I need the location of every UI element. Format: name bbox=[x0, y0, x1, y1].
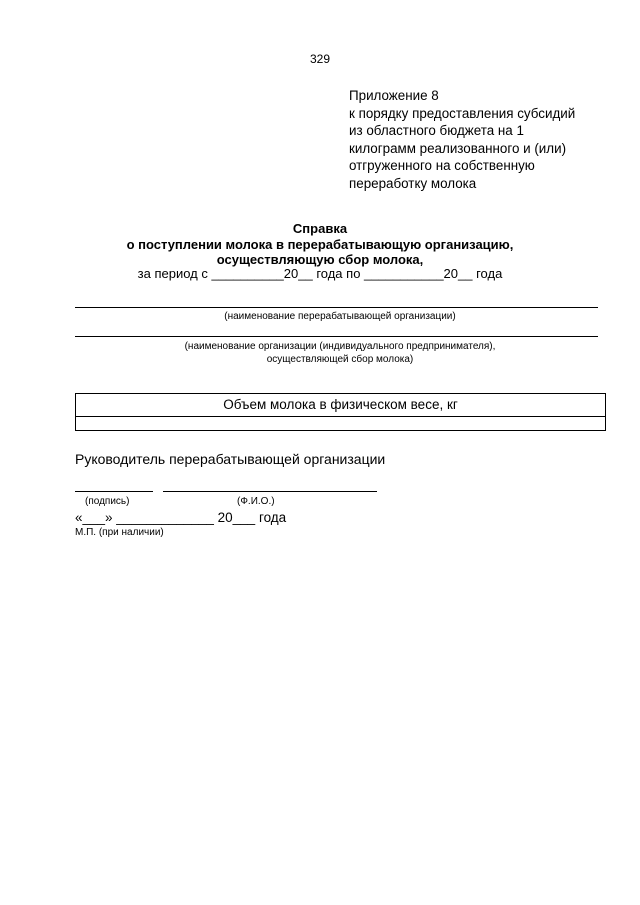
appendix-note bbox=[349, 87, 575, 192]
reporting-period: за период с __________20__ года по ___________20__ года bbox=[137, 266, 503, 281]
fio-caption: (Ф.И.О.) bbox=[237, 496, 275, 507]
date-line: «___» _____________ 20___ года bbox=[75, 510, 287, 525]
seal-note: М.П. (при наличии) bbox=[75, 527, 164, 538]
document-title: Справка bbox=[292, 221, 348, 236]
entrepreneur-caption-line1: (наименование организации (индивидуального предпринимателя), bbox=[184, 341, 496, 352]
page-number: 329 bbox=[309, 52, 331, 66]
head-of-organization-label: Руководитель перерабатывающей организации bbox=[75, 451, 386, 467]
appendix-line: килограмм реализованного и (или) bbox=[349, 140, 567, 156]
document-subtitle-line1: о поступлении молока в перерабатывающую организацию, bbox=[126, 237, 514, 252]
entrepreneur-caption-line2: осуществляющей сбор молока) bbox=[266, 354, 414, 365]
milk-volume-table bbox=[75, 393, 606, 431]
appendix-line: переработку молока bbox=[349, 175, 477, 191]
appendix-line: отгруженного на собственную bbox=[349, 158, 535, 173]
appendix-line: к порядку предоставления субсидий bbox=[349, 105, 576, 121]
signature-line bbox=[75, 491, 153, 492]
signature-caption: (подпись) bbox=[85, 496, 130, 507]
milk-volume-header: Объем молока в физическом весе, кг bbox=[76, 394, 605, 417]
org-name-caption: (наименование перерабатывающей организации) bbox=[224, 311, 456, 322]
milk-volume-value bbox=[76, 417, 605, 431]
org-name-line bbox=[75, 307, 598, 308]
document-subtitle-line2: осуществляющую сбор молока, bbox=[216, 252, 424, 267]
appendix-line: из областного бюджета на 1 bbox=[349, 123, 524, 138]
fio-line bbox=[163, 491, 377, 492]
appendix-line: Приложение 8 bbox=[349, 88, 439, 103]
entrepreneur-name-line bbox=[75, 336, 598, 337]
